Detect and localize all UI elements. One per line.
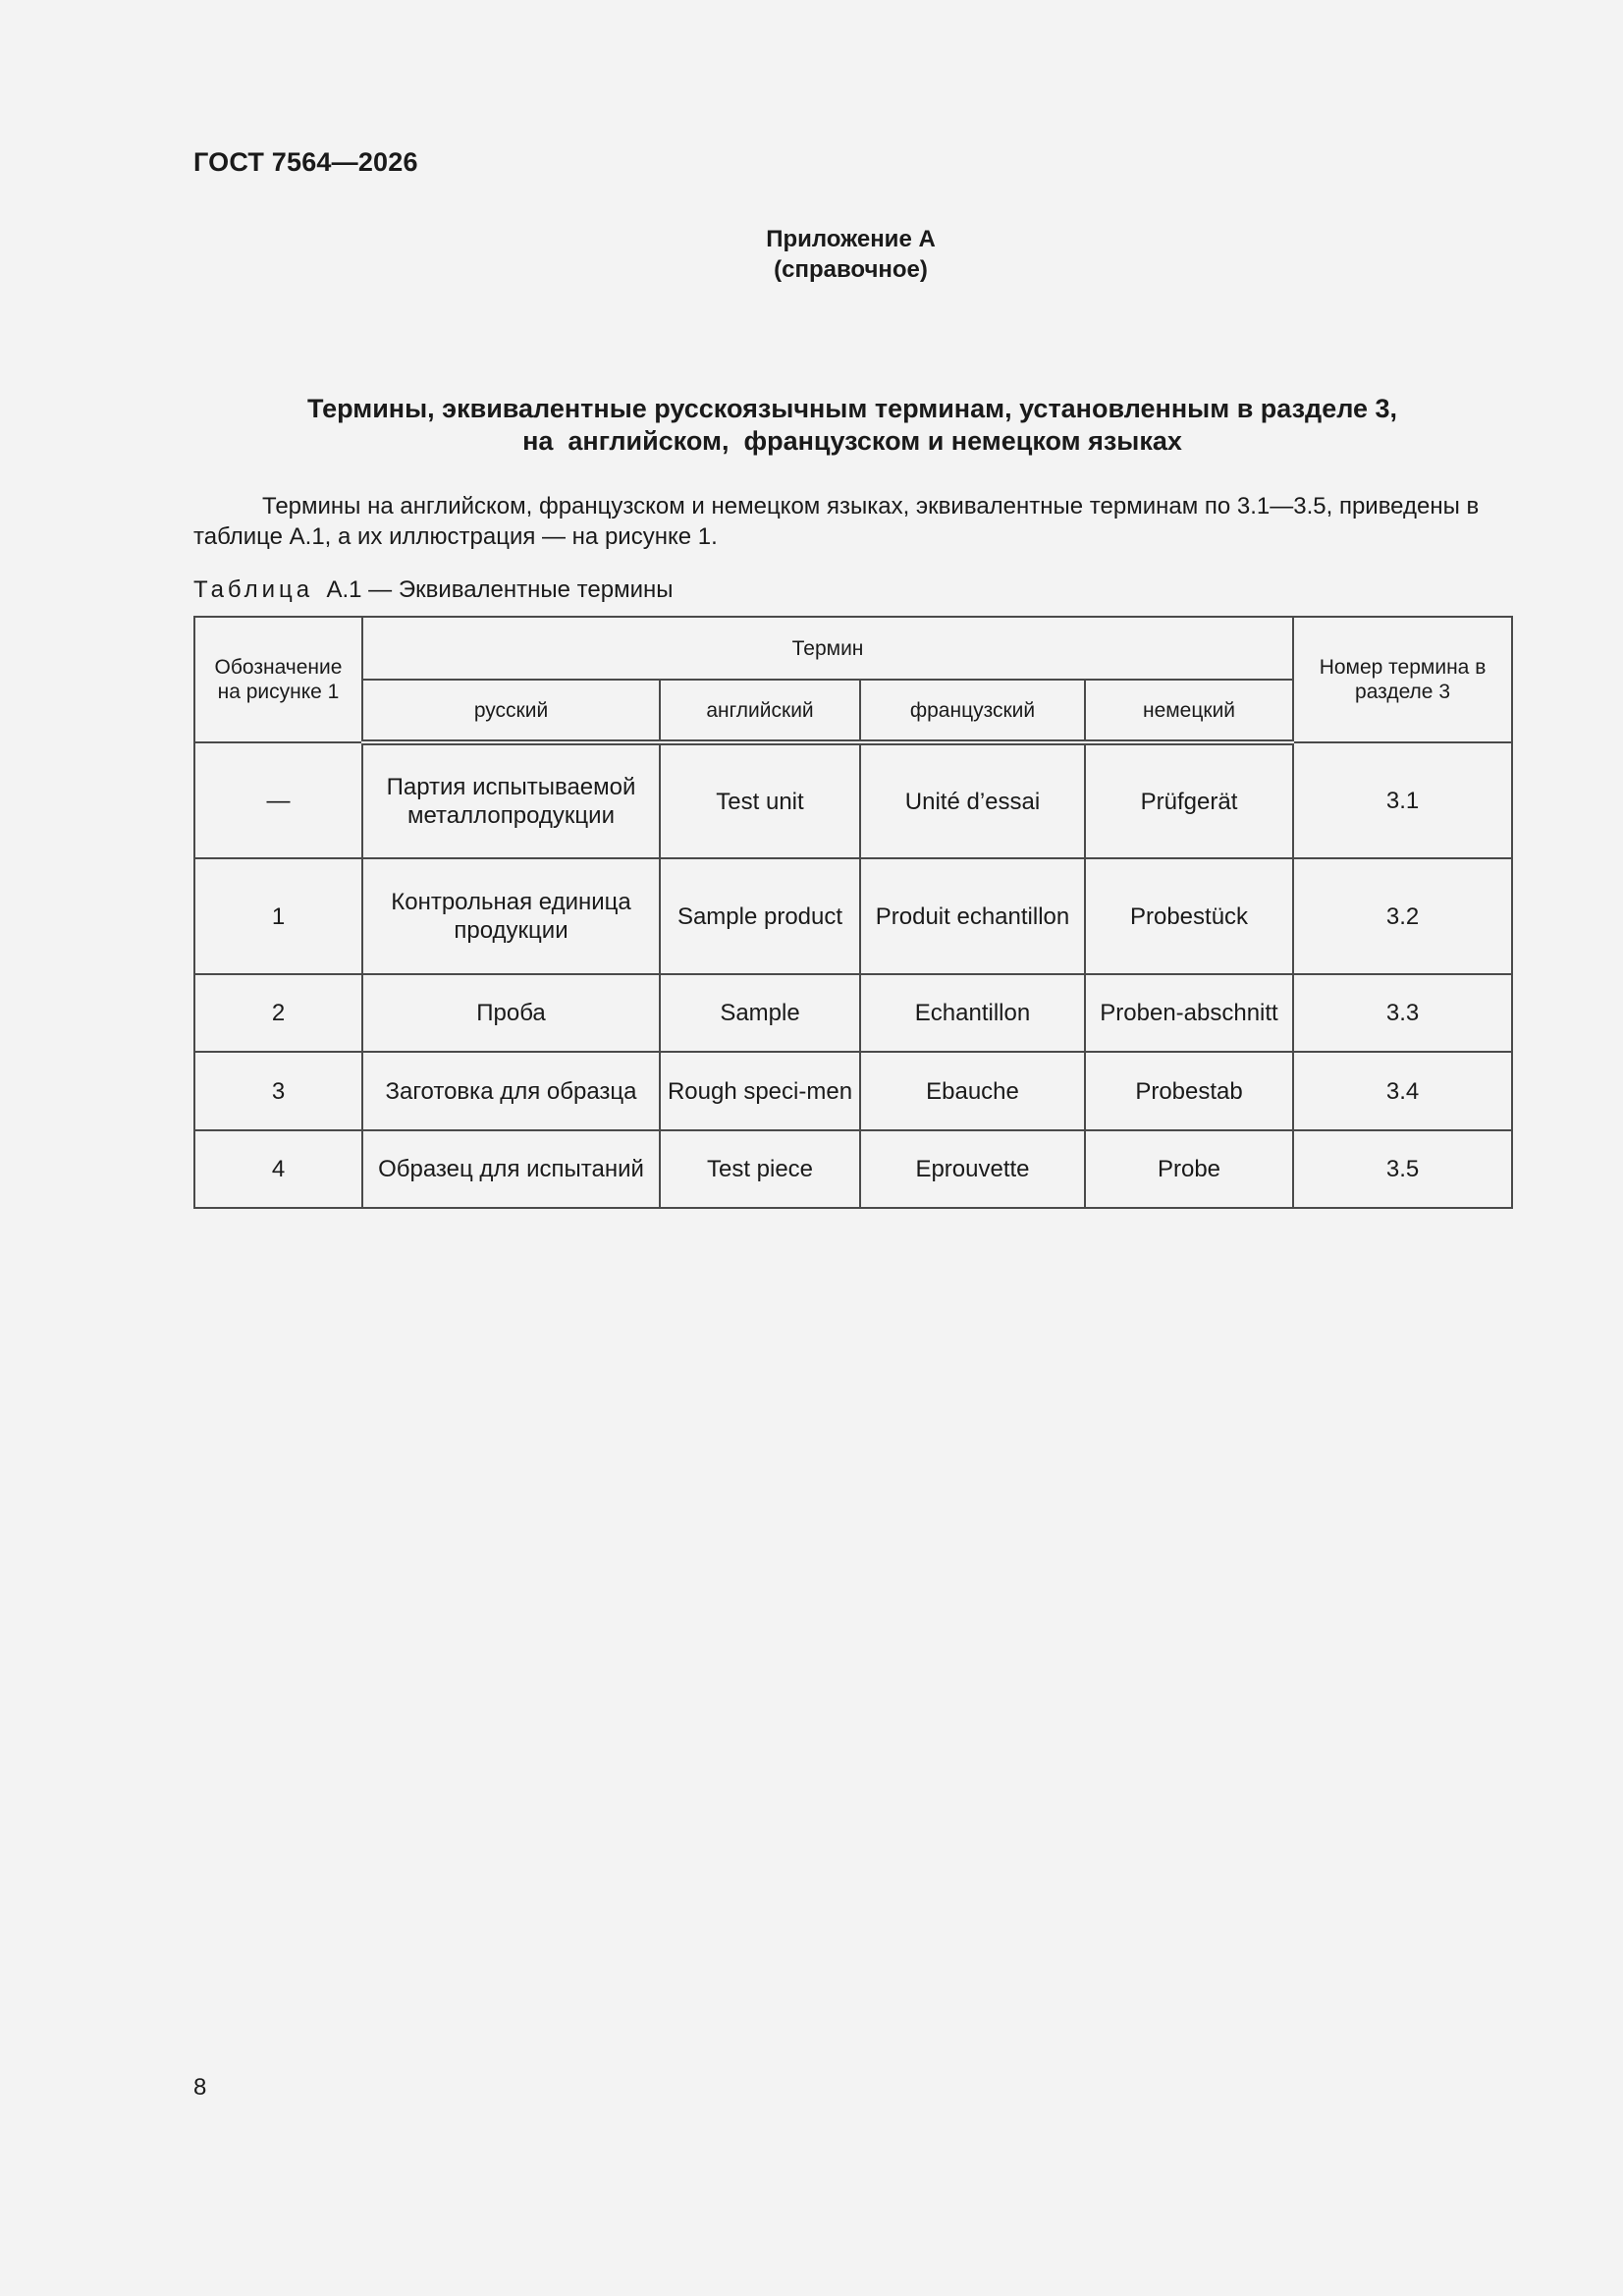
cell-designation: 3 xyxy=(194,1052,362,1130)
table-caption-text: А.1 — Эквивалентные термины xyxy=(326,576,674,603)
cell-french: Produit echantillon xyxy=(860,858,1085,974)
cell-french: Eprouvette xyxy=(860,1130,1085,1208)
intro-paragraph: Термины на английском, французском и немецком языках, эквивалентные терминам по 3.1—3.5, приведены в таблице А.1, а их иллюстрация — на рисунке 1. xyxy=(193,493,1480,550)
cell-german: Prüfgerät xyxy=(1085,742,1293,858)
cell-designation: 4 xyxy=(194,1130,362,1208)
cell-number: 3.2 xyxy=(1293,858,1512,974)
cell-number: 3.3 xyxy=(1293,974,1512,1052)
table-row xyxy=(194,974,1512,1052)
cell-german: Probestück xyxy=(1085,858,1293,974)
header-german: немецкий xyxy=(1085,680,1293,742)
cell-russian: Образец для испытаний xyxy=(362,1130,660,1208)
document-code: ГОСТ 7564—2026 xyxy=(193,147,418,177)
cell-number: 3.1 xyxy=(1293,742,1512,858)
section-title-line-1: Термины, эквивалентные русскоязычным терминам, установленным в разделе 3, xyxy=(306,394,1398,423)
cell-french: Unité d’essai xyxy=(860,742,1085,858)
terms-table xyxy=(193,616,1513,1209)
cell-russian: Заготовка для образца xyxy=(362,1052,660,1130)
header-designation: Обозначение на рисунке 1 xyxy=(194,617,362,742)
cell-english: Sample xyxy=(660,974,860,1052)
cell-designation: 1 xyxy=(194,858,362,974)
cell-english: Sample product xyxy=(660,858,860,974)
table-caption-label: Таблица xyxy=(193,576,314,603)
cell-number: 3.5 xyxy=(1293,1130,1512,1208)
header-term: Термин xyxy=(362,617,1293,680)
appendix-heading xyxy=(0,224,1623,285)
cell-designation: — xyxy=(194,742,362,858)
cell-designation: 2 xyxy=(194,974,362,1052)
cell-english: Test piece xyxy=(660,1130,860,1208)
header-term-number: Номер термина в разделе 3 xyxy=(1293,617,1512,742)
section-title-line-2: на английском, французском и немецком языках xyxy=(522,426,1182,456)
cell-russian: Партия испытываемой металлопродукции xyxy=(362,742,660,858)
appendix-subtitle: (справочное) xyxy=(774,256,928,283)
section-title xyxy=(193,393,1511,458)
cell-german: Probestab xyxy=(1085,1052,1293,1130)
cell-english: Rough speci-men xyxy=(660,1052,860,1130)
header-french: французский xyxy=(860,680,1085,742)
cell-russian: Контрольная единица продукции xyxy=(362,858,660,974)
table-caption xyxy=(193,574,674,605)
appendix-title: Приложение А xyxy=(766,226,936,252)
table-row xyxy=(194,1130,1512,1208)
cell-german: Proben-abschnitt xyxy=(1085,974,1293,1052)
page-number: 8 xyxy=(193,2074,207,2101)
header-russian: русский xyxy=(362,680,660,742)
cell-french: Echantillon xyxy=(860,974,1085,1052)
cell-english: Test unit xyxy=(660,742,860,858)
cell-number: 3.4 xyxy=(1293,1052,1512,1130)
header-english: английский xyxy=(660,680,860,742)
table-row xyxy=(194,858,1512,974)
table-row xyxy=(194,1052,1512,1130)
cell-russian: Проба xyxy=(362,974,660,1052)
table-row xyxy=(194,742,1512,858)
cell-french: Ebauche xyxy=(860,1052,1085,1130)
cell-german: Probe xyxy=(1085,1130,1293,1208)
